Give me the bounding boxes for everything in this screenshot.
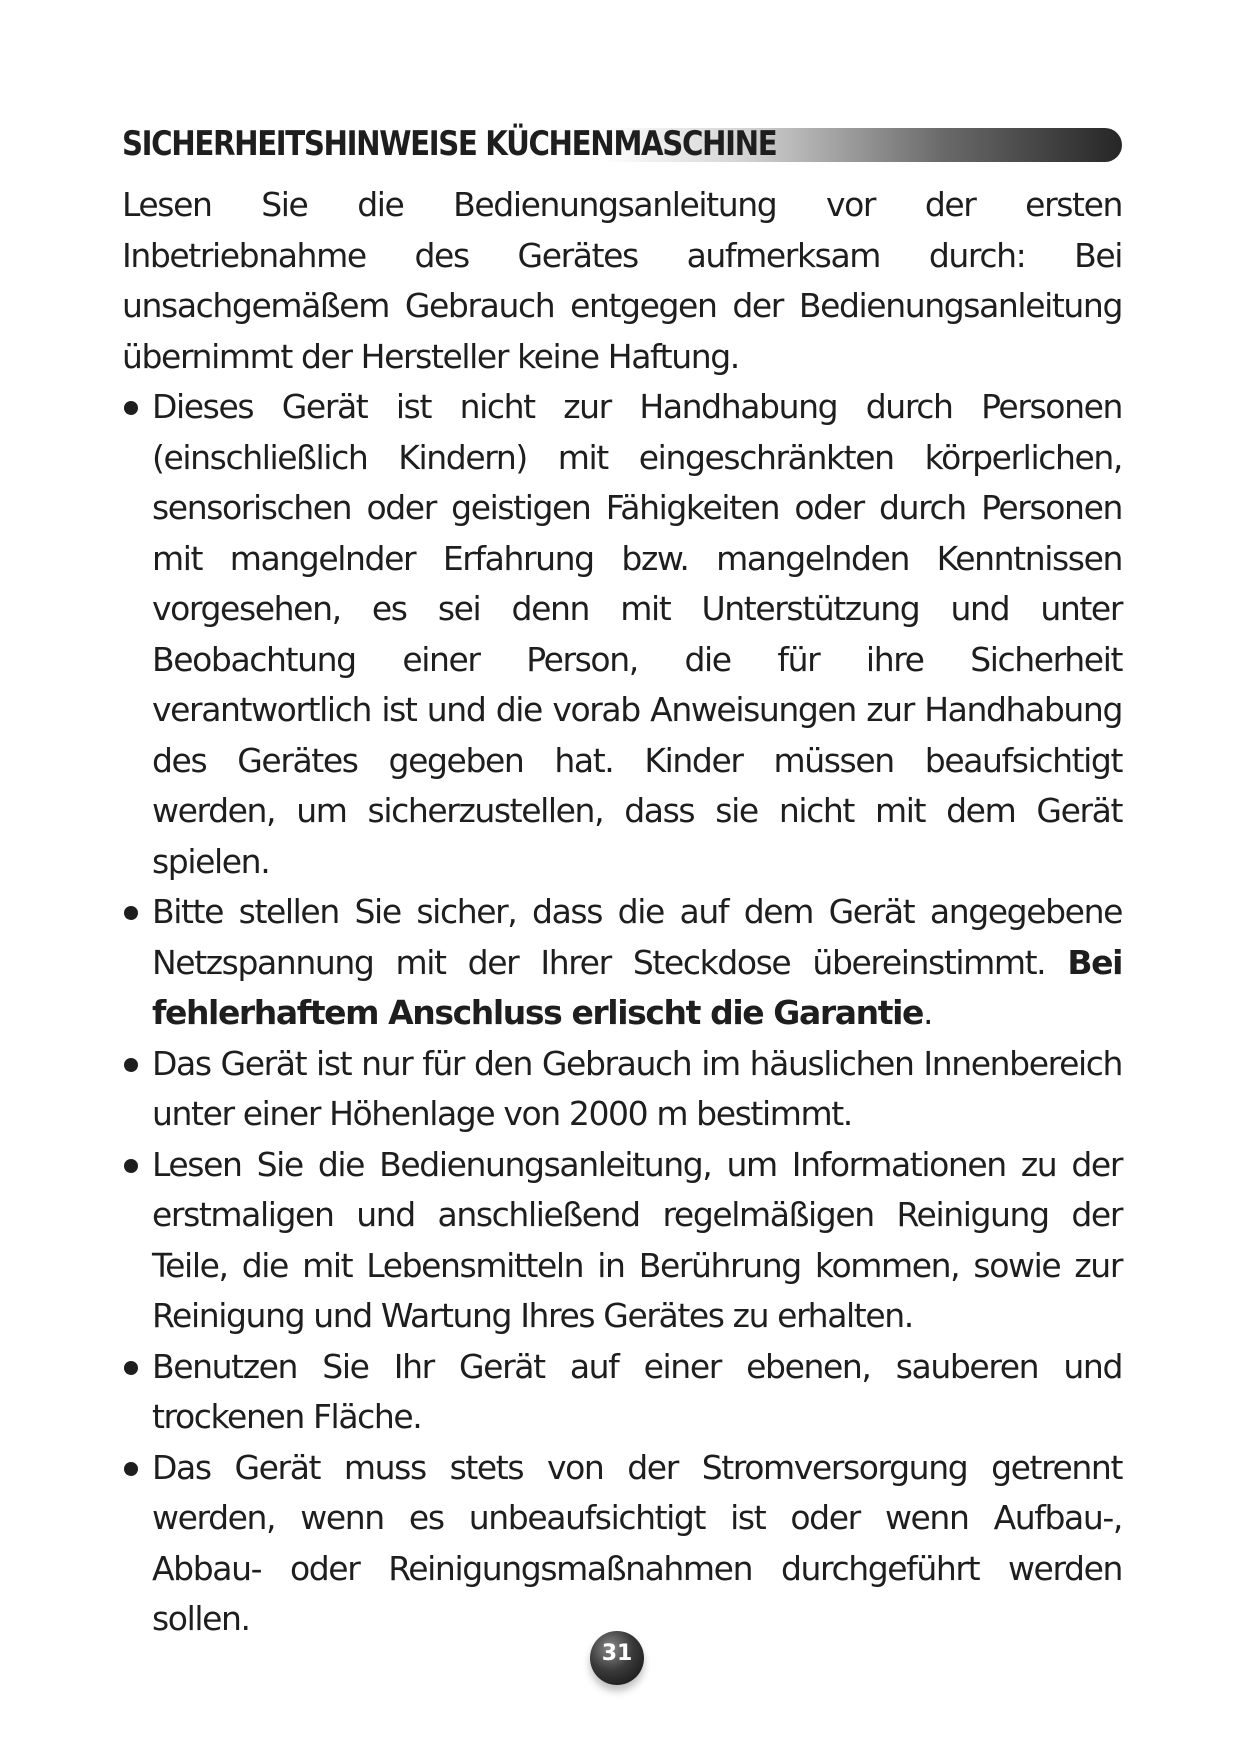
section-title: SICHERHEITSHINWEISE KÜCHENMASCHINE bbox=[122, 124, 777, 164]
section-heading bbox=[122, 124, 1122, 164]
list-item-text-tail: . bbox=[922, 993, 933, 1032]
list-item-text: Dieses Gerät ist nicht zur Handhabung durch Personen (einschließlich Kindern) mit eingeschränkten körperlichen, sensorischen oder geistigen Fähigkeiten oder durch Personen mit mangelnder Erfahrung bzw. mangelnden Kenntnissen vorgesehen, es sei denn mit Unterstützung und unter Beobachtung einer Person, die für ihre Sicherheit verantwortlich ist und die vorab Anweisungen zur Handhabung des Gerätes gegeben hat. Kinder müssen beaufsichtigt werden, um sicherzustellen, dass sie nicht mit dem Gerät spielen. bbox=[152, 387, 1122, 881]
list-item bbox=[122, 382, 1122, 887]
bullet-icon bbox=[124, 1361, 138, 1375]
bullet-icon bbox=[124, 1159, 138, 1173]
warranty-warning: Bei fehlerhaftem Anschluss erlischt die Garantie bbox=[152, 942, 1122, 1032]
list-item-text: Das Gerät ist nur für den Gebrauch im häuslichen Innenbereich unter einer Höhenlage von 2000 m bestimmt. bbox=[152, 1043, 1122, 1133]
list-item bbox=[122, 1443, 1122, 1645]
list-item-text: Das Gerät muss stets von der Stromversorgung getrennt werden, wenn es unbeaufsichtigt ist oder wenn Aufbau-, Abbau- oder Reinigungsmaßnahmen durchgeführt werden sollen. bbox=[152, 1447, 1122, 1638]
list-item bbox=[122, 1342, 1122, 1443]
page-number-badge bbox=[590, 1631, 644, 1685]
list-item bbox=[122, 1140, 1122, 1342]
bullet-icon bbox=[124, 1058, 138, 1072]
main-content bbox=[122, 180, 1122, 1645]
list-item-text bbox=[152, 887, 1122, 1039]
page-number: 31 bbox=[601, 1641, 633, 1666]
bullet-icon bbox=[124, 1462, 138, 1476]
list-item-text: Benutzen Sie Ihr Gerät auf einer ebenen, sauberen und trockenen Fläche. bbox=[152, 1346, 1122, 1436]
bullet-icon bbox=[124, 906, 138, 920]
list-item-text: Lesen Sie die Bedienungsanleitung, um Informationen zu der erstmaligen und anschließend regelmäßigen Reinigung der Teile, die mit Lebensmitteln in Berührung kommen, sowie zur Reinigung und Wartung Ihres Gerätes zu erhalten. bbox=[152, 1144, 1122, 1335]
intro-paragraph: Lesen Sie die Bedienungsanleitung vor der ersten Inbetriebnahme des Gerätes aufmerksam durch: Bei unsachgemäßem Gebrauch entgegen der Bedienungsanleitung übernimmt der Hersteller keine Haftung. bbox=[122, 185, 1122, 376]
list-item-text-regular: Bitte stellen Sie sicher, dass die auf dem Gerät angegebene Netzspannung mit der Ihrer Steckdose übereinstimmt. bbox=[152, 892, 1122, 982]
list-item bbox=[122, 887, 1122, 1039]
safety-list bbox=[122, 382, 1122, 1645]
list-item bbox=[122, 1039, 1122, 1140]
bullet-icon bbox=[124, 401, 138, 415]
